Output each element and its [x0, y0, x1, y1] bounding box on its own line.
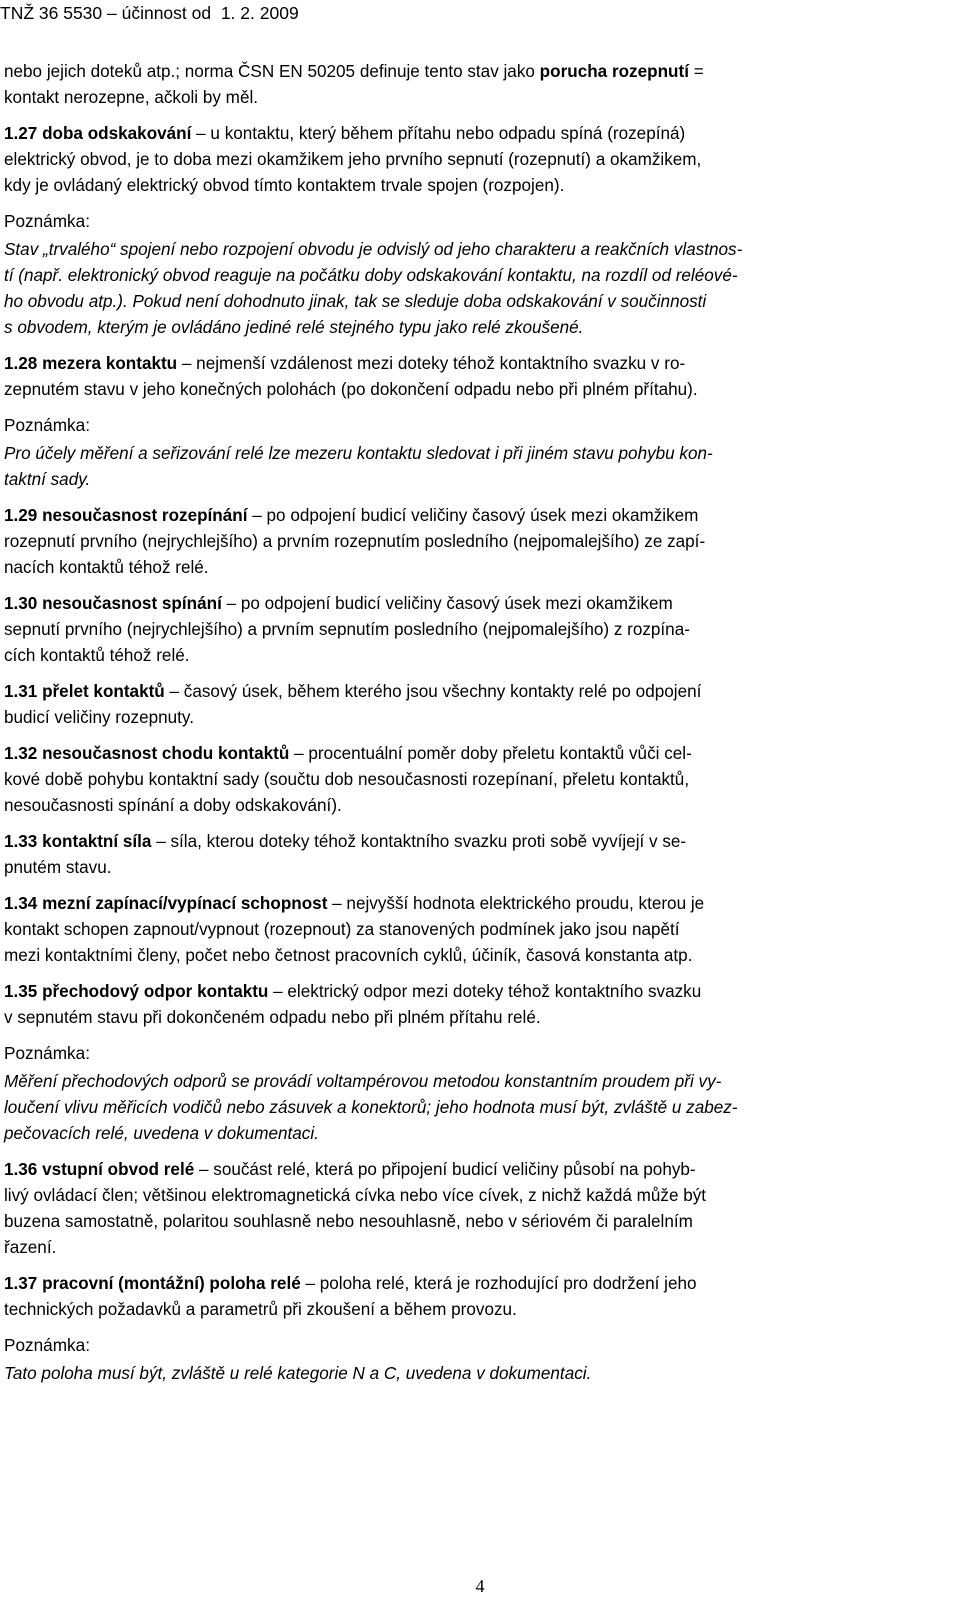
page-header: TNŽ 36 5530 – účinnost od 1. 2. 2009 [0, 3, 299, 23]
term-heading: 1.32 nesoučasnost chodu kontaktů [4, 743, 290, 763]
text-run: řazení. [4, 1237, 57, 1257]
text-run: ho obvodu atp.). Pokud není dohodnuto jinak, tak se sleduje doba odskakování v součinnosti [4, 291, 707, 311]
text-run: buzena samostatně, polaritou souhlasně nebo nesouhlasně, nebo v sériovém či paralelním [4, 1211, 693, 1231]
term-heading: porucha rozepnutí [539, 61, 689, 81]
term-heading: 1.36 vstupní obvod relé [4, 1159, 195, 1179]
text-run: pnutém stavu. [4, 857, 112, 877]
text-run: – nejmenší vzdálenost mezi doteky téhož kontaktního svazku v ro- [177, 353, 686, 373]
note-label: Poznámka: [4, 1043, 90, 1063]
note-label: Poznámka: [4, 211, 90, 231]
term-heading: 1.29 nesoučasnost rozepínání [4, 505, 248, 525]
text-run: technických požadavků a parametrů při zkoušení a během provozu. [4, 1299, 517, 1319]
text-run: – u kontaktu, který během přítahu nebo odpadu spíná (rozepíná) [191, 123, 686, 143]
text-line [4, 1234, 954, 1260]
text-line [4, 350, 954, 376]
definition-block [4, 502, 958, 580]
text-run: nacích kontaktů téhož relé. [4, 557, 209, 577]
text-line [4, 1270, 954, 1296]
text-run: nesoučasnosti spínání a doby odskakování). [4, 795, 342, 815]
note-label: Poznámka: [4, 415, 90, 435]
text-line [4, 528, 954, 554]
text-line [4, 1120, 954, 1146]
text-run: loučení vlivu měřicích vodičů nebo zásuvek a konektorů; jeho hodnota musí být, zvláště u zabez- [4, 1097, 738, 1117]
text-run: – nejvyšší hodnota elektrického proudu, kterou je [327, 893, 705, 913]
definition-block [4, 890, 958, 968]
text-run: Tato poloha musí být, zvláště u relé kategorie N a C, uvedena v dokumentaci. [4, 1363, 592, 1383]
note-label: Poznámka: [4, 1335, 90, 1355]
text-run: Pro účely měření a seřizování relé lze mezeru kontaktu sledovat i při jiném stavu pohybu kon- [4, 443, 713, 463]
text-line [4, 678, 954, 704]
term-heading: 1.35 přechodový odpor kontaktu [4, 981, 269, 1001]
text-line [4, 172, 954, 198]
text-line [4, 1296, 954, 1322]
text-run: – poloha relé, která je rozhodující pro dodržení jeho [300, 1273, 697, 1293]
text-line [4, 1182, 954, 1208]
text-line [4, 616, 954, 642]
text-run: kové době pohybu kontaktní sady (součtu dob nesoučasnosti rozepínaní, přeletu kontaktů, [4, 769, 690, 789]
text-run: budicí veličiny rozepnuty. [4, 707, 194, 727]
definition-block [4, 120, 958, 198]
text-run: – časový úsek, během kterého jsou všechny kontakty relé po odpojení [164, 681, 702, 701]
note-block [4, 208, 958, 340]
text-run: Měření přechodových odporů se provádí voltampérovou metodou konstantním proudem při vy- [4, 1071, 722, 1091]
text-line [4, 376, 954, 402]
text-run: mezi kontaktními členy, počet nebo četnost pracovních cyklů, účiník, časová konstanta atp. [4, 945, 693, 965]
page-number: 4 [475, 1576, 485, 1596]
text-line [4, 262, 954, 288]
text-line [4, 502, 954, 528]
definition-block [4, 58, 958, 110]
text-run: pečovacích relé, uvedena v dokumentaci. [4, 1123, 319, 1143]
text-run: kdy je ovládaný elektrický obvod tímto kontaktem trvale spojen (rozpojen). [4, 175, 565, 195]
text-line [4, 740, 954, 766]
text-line [4, 942, 954, 968]
text-line [4, 704, 954, 730]
text-run: = [688, 61, 704, 81]
text-line [4, 1068, 954, 1094]
text-line [4, 854, 954, 880]
text-line [4, 1094, 954, 1120]
text-line [4, 58, 954, 84]
note-block [4, 1332, 958, 1386]
term-heading: 1.37 pracovní (montážní) poloha relé [4, 1273, 301, 1293]
text-line [4, 440, 954, 466]
definition-block [4, 1270, 958, 1322]
text-run: kontakt schopen zapnout/vypnout (rozepnout) za stanovených podmínek jako jsou napětí [4, 919, 680, 939]
text-line [4, 288, 954, 314]
note-block [4, 412, 958, 492]
text-run: – součást relé, která po připojení budicí veličiny působí na pohyb- [194, 1159, 696, 1179]
text-run: nebo jejich doteků atp.; norma ČSN EN 50205 definuje tento stav jako [4, 61, 540, 81]
text-run: livý ovládací člen; většinou elektromagnetická cívka nebo více cívek, z nichž každá může být [4, 1185, 707, 1205]
text-run: v sepnutém stavu při dokončeném odpadu nebo při plném přítahu relé. [4, 1007, 541, 1027]
text-line [4, 84, 954, 110]
text-line [4, 916, 954, 942]
definition-block [4, 828, 958, 880]
text-line [4, 1004, 954, 1030]
text-line [4, 828, 954, 854]
term-heading: 1.31 přelet kontaktů [4, 681, 165, 701]
definition-block [4, 590, 958, 668]
document-body [4, 58, 958, 1396]
text-line [4, 1360, 954, 1386]
text-run: s obvodem, kterým je ovládáno jediné relé stejného typu jako relé zkoušené. [4, 317, 584, 337]
text-line [4, 590, 954, 616]
definition-block [4, 978, 958, 1030]
text-line [4, 890, 954, 916]
definition-block [4, 740, 958, 818]
text-line [4, 766, 954, 792]
text-run: – procentuální poměr doby přeletu kontaktů vůči cel- [289, 743, 692, 763]
term-heading: 1.30 nesoučasnost spínání [4, 593, 222, 613]
text-run: rozepnutí prvního (nejrychlejšího) a prvním rozepnutím posledního (nejpomalejšího) ze zapí- [4, 531, 706, 551]
definition-block [4, 678, 958, 730]
text-run: sepnutí prvního (nejrychlejšího) a prvním sepnutím posledního (nejpomalejšího) z rozpína- [4, 619, 690, 639]
text-run: kontakt nerozepne, ačkoli by měl. [4, 87, 259, 107]
text-line [4, 314, 954, 340]
term-heading: 1.27 doba odskakování [4, 123, 192, 143]
text-run: – elektrický odpor mezi doteky téhož kontaktního svazku [268, 981, 702, 1001]
text-line [4, 146, 954, 172]
text-run: taktní sady. [4, 469, 91, 489]
text-line [4, 236, 954, 262]
text-run: cích kontaktů téhož relé. [4, 645, 190, 665]
text-line [4, 642, 954, 668]
text-line [4, 1208, 954, 1234]
text-run: – po odpojení budicí veličiny časový úsek mezi okamžikem [221, 593, 673, 613]
definition-block [4, 1156, 958, 1260]
term-heading: 1.33 kontaktní síla [4, 831, 152, 851]
text-run: elektrický obvod, je to doba mezi okamžikem jeho prvního sepnutí (rozepnutí) a okamžikem, [4, 149, 702, 169]
note-block [4, 1040, 958, 1146]
text-run: – po odpojení budicí veličiny časový úsek mezi okamžikem [247, 505, 699, 525]
text-line [4, 120, 954, 146]
text-run: zepnutém stavu v jeho konečných polohách (po dokončení odpadu nebo při plném přítahu). [4, 379, 698, 399]
text-line [4, 792, 954, 818]
text-line [4, 1156, 954, 1182]
text-run: – síla, kterou doteky téhož kontaktního svazku proti sobě vyvíjejí v se- [151, 831, 687, 851]
text-line [4, 978, 954, 1004]
text-line [4, 554, 954, 580]
definition-block [4, 350, 958, 402]
text-run: tí (např. elektronický obvod reaguje na počátku doby odskakování kontaktu, na rozdíl od reléové- [4, 265, 738, 285]
text-line [4, 466, 954, 492]
term-heading: 1.34 mezní zapínací/vypínací schopnost [4, 893, 328, 913]
text-run: Stav „trvalého“ spojení nebo rozpojení obvodu je odvislý od jeho charakteru a reakčních vlastnos- [4, 239, 743, 259]
term-heading: 1.28 mezera kontaktu [4, 353, 178, 373]
